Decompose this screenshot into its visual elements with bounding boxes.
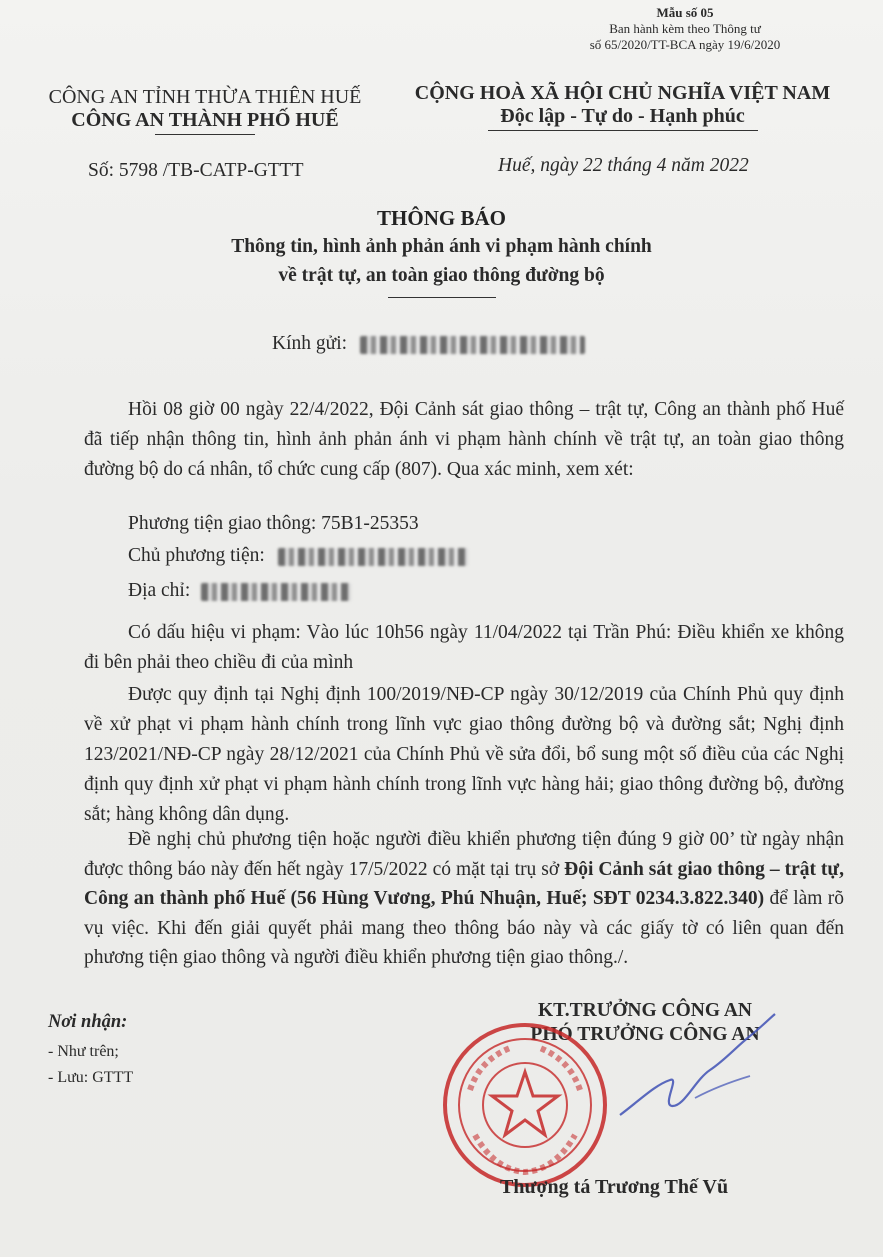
owner-label: Chủ phương tiện: xyxy=(128,545,265,566)
signature-line-2: PHÓ TRƯỞNG CÔNG AN xyxy=(530,1024,760,1045)
title-underline xyxy=(388,297,496,298)
regulation-paragraph: Được quy định tại Nghị định 100/2019/NĐ-CP ngày 30/12/2019 của Chính Phủ quy định về xử phạt vi phạm hành chính trong lĩnh vực giao thông đường bộ và đường sắt; Nghị định 123/2021/NĐ-CP ngày 28/12/2021 của Chính Phủ về sửa đổi, bổ sung một số điều của các Nghị định quy định xử phạt vi phạm hành chính trong lĩnh vực hàng hải; giao thông đường bộ, đường sắt; hàng không dân dụng. xyxy=(84,684,844,825)
form-ref-line1: Ban hành kèm theo Thông tư xyxy=(609,21,761,36)
form-ref-title: Mẫu số 05 xyxy=(656,5,714,20)
recipient-item-1: - Như trên; xyxy=(48,1043,119,1060)
recipient-item-2: - Lưu: GTTT xyxy=(48,1069,134,1086)
agency-parent: CÔNG AN TỈNH THỪA THIÊN HUẾ xyxy=(48,86,362,108)
recipients-title: Nơi nhận: xyxy=(48,1012,128,1032)
intro-paragraph: Hồi 08 giờ 00 ngày 22/4/2022, Đội Cảnh sát giao thông – trật tự, Công an thành phố Huế đã tiếp nhận thông tin, hình ảnh phản ánh vi phạm hành chính về trật tự, an toàn giao thông đường bộ do cá nhân, tổ chức cung cấp (807). Qua xác minh, xem xét: xyxy=(84,399,844,480)
document-subtitle-2: về trật tự, an toàn giao thông đường bộ xyxy=(278,265,605,286)
request-text-1: Đề nghị chủ phương tiện hoặc người điều khiển phương tiện đúng 9 giờ 00’ từ ngày nhận được thông báo này đến hết ngày 17/5/2022 có mặt tại trụ sở xyxy=(84,829,844,880)
address-label: Địa chỉ: xyxy=(128,580,191,601)
request-text-2: để làm rõ vụ việc. Khi đến giải quyết phải mang theo thông báo này và các giấy tờ có liên quan đến phương tiện giao thông và người điều khiển phương tiện giao thông./. xyxy=(84,888,845,968)
recipient-line xyxy=(272,333,585,355)
signer-name: Thượng tá Trương Thế Vũ xyxy=(500,1176,729,1198)
request-paragraph xyxy=(84,825,844,973)
document-date: Huế, ngày 22 tháng 4 năm 2022 xyxy=(498,155,749,176)
recipient-label: Kính gửi: xyxy=(272,333,348,354)
official-seal-icon xyxy=(440,1020,610,1190)
document-title: THÔNG BÁO xyxy=(377,206,506,230)
signature-line-1: KT.TRƯỞNG CÔNG AN xyxy=(538,1000,752,1021)
document-number: Số: 5798 /TB-CATP-GTTT xyxy=(88,160,304,181)
form-ref-line2: số 65/2020/TT-BCA ngày 19/6/2020 xyxy=(589,37,781,52)
document-subtitle-1: Thông tin, hình ảnh phản ánh vi phạm hành chính xyxy=(231,236,652,257)
address-redacted xyxy=(201,583,351,601)
form-reference xyxy=(570,5,800,53)
agency-name: CÔNG AN THÀNH PHỐ HUẾ xyxy=(71,109,339,131)
vehicle-line: Phương tiện giao thông: 75B1-25353 xyxy=(128,513,419,534)
national-header xyxy=(400,82,845,131)
handwritten-signature-icon xyxy=(600,1010,780,1130)
recipients-block xyxy=(48,1012,133,1087)
owner-line xyxy=(128,545,468,567)
recipient-redacted xyxy=(360,336,585,354)
agency-underline xyxy=(155,134,255,135)
national-motto: Độc lập - Tự do - Hạnh phúc xyxy=(500,105,745,127)
motto-underline xyxy=(488,130,758,131)
owner-redacted xyxy=(278,548,468,566)
address-line xyxy=(128,580,351,602)
violation-paragraph: Có dấu hiệu vi phạm: Vào lúc 10h56 ngày 11/04/2022 tại Trần Phú: Điều khiển xe không đi bên phải theo chiều đi của mình xyxy=(84,622,844,673)
agency-header xyxy=(40,86,370,135)
request-office: Đội Cảnh sát giao thông – trật tự, Công an thành phố Huế (56 Hùng Vương, Phú Nhuận, Huế; SĐT 0234.3.822.340) xyxy=(84,858,844,909)
national-name: CỘNG HOÀ XÃ HỘI CHỦ NGHĨA VIỆT NAM xyxy=(414,82,831,104)
